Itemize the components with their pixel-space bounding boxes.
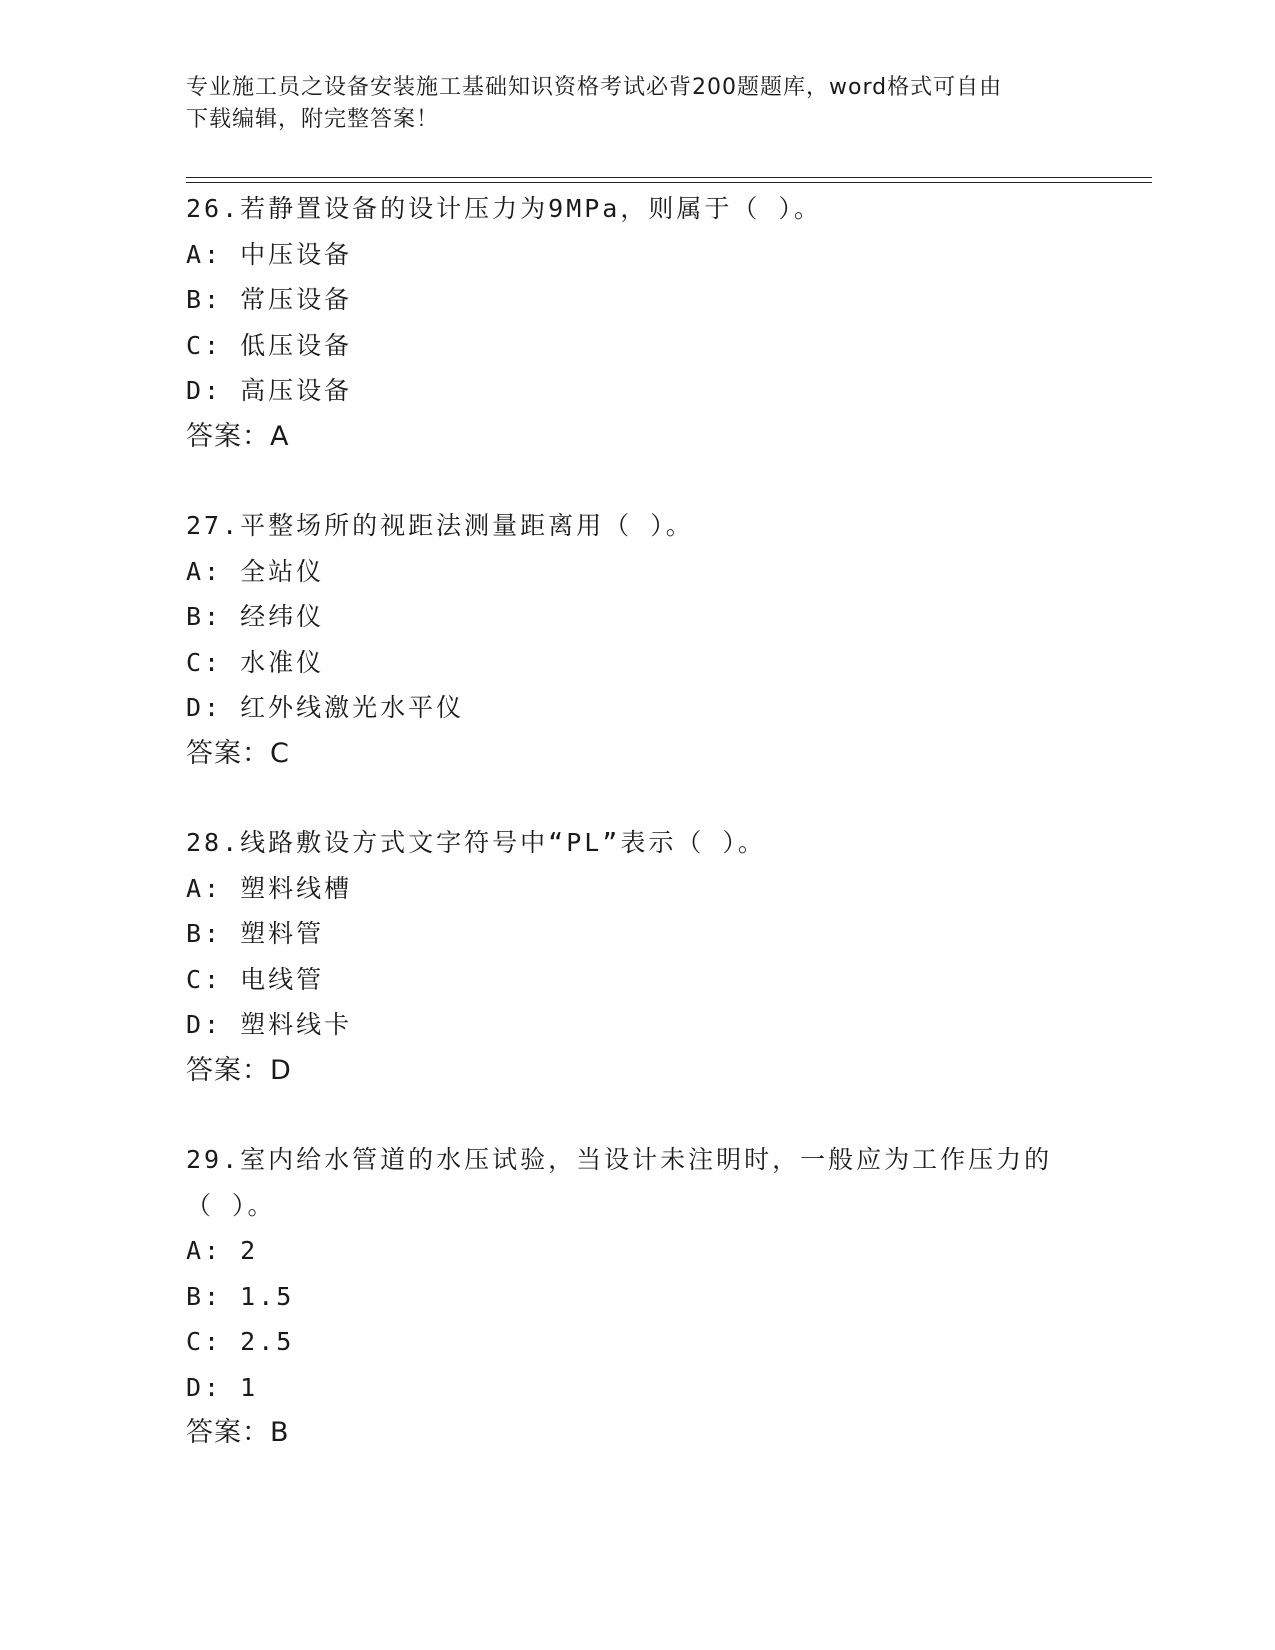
answer-label: 答案：A <box>186 420 290 452</box>
header-line-2: 下载编辑，附完整答案！ <box>186 107 440 132</box>
option-d: D: 1 <box>186 1372 259 1402</box>
question-block <box>186 503 1086 776</box>
option-c: C: 低压设备 <box>186 330 353 360</box>
option-a: A: 2 <box>186 1236 259 1265</box>
option-c: C: 2.5 <box>186 1327 295 1356</box>
question-block <box>186 1137 1086 1456</box>
question-stem: 27.平整场所的视距法测量距离用（ ）。 <box>186 511 694 540</box>
option-c: C: 水准仪 <box>186 647 325 677</box>
question-stem: 26.若静置设备的设计压力为9MPa，则属于（ ）。 <box>186 194 822 223</box>
header-divider-bottom <box>186 182 1152 183</box>
option-b: B: 经纬仪 <box>186 602 325 631</box>
question-block <box>186 186 1086 459</box>
header-line-1: 专业施工员之设备安装施工基础知识资格考试必背200题题库，word格式可自由 <box>186 75 1003 100</box>
question-stem-continued: （ ）。 <box>186 1190 276 1220</box>
option-c: C: 电线管 <box>186 964 325 994</box>
question-block <box>186 820 1086 1093</box>
answer-label: 答案：C <box>186 737 290 769</box>
question-stem: 28.线路敷设方式文字符号中“PL”表示（ ）。 <box>186 828 766 857</box>
header-divider-top <box>186 177 1152 178</box>
answer-label: 答案：B <box>186 1417 290 1448</box>
option-b: B: 常压设备 <box>186 285 353 314</box>
option-a: A: 全站仪 <box>186 556 325 586</box>
option-d: D: 高压设备 <box>186 376 353 405</box>
document-header <box>186 72 1066 136</box>
option-a: A: 塑料线槽 <box>186 873 353 903</box>
option-d: D: 红外线激光水平仪 <box>186 693 465 722</box>
question-stem: 29.室内给水管道的水压试验，当设计未注明时，一般应为工作压力的 <box>186 1145 1053 1174</box>
option-a: A: 中压设备 <box>186 239 353 269</box>
option-b: B: 1.5 <box>186 1281 295 1311</box>
answer-label: 答案：D <box>186 1054 292 1086</box>
option-b: B: 塑料管 <box>186 919 325 948</box>
option-d: D: 塑料线卡 <box>186 1010 353 1039</box>
